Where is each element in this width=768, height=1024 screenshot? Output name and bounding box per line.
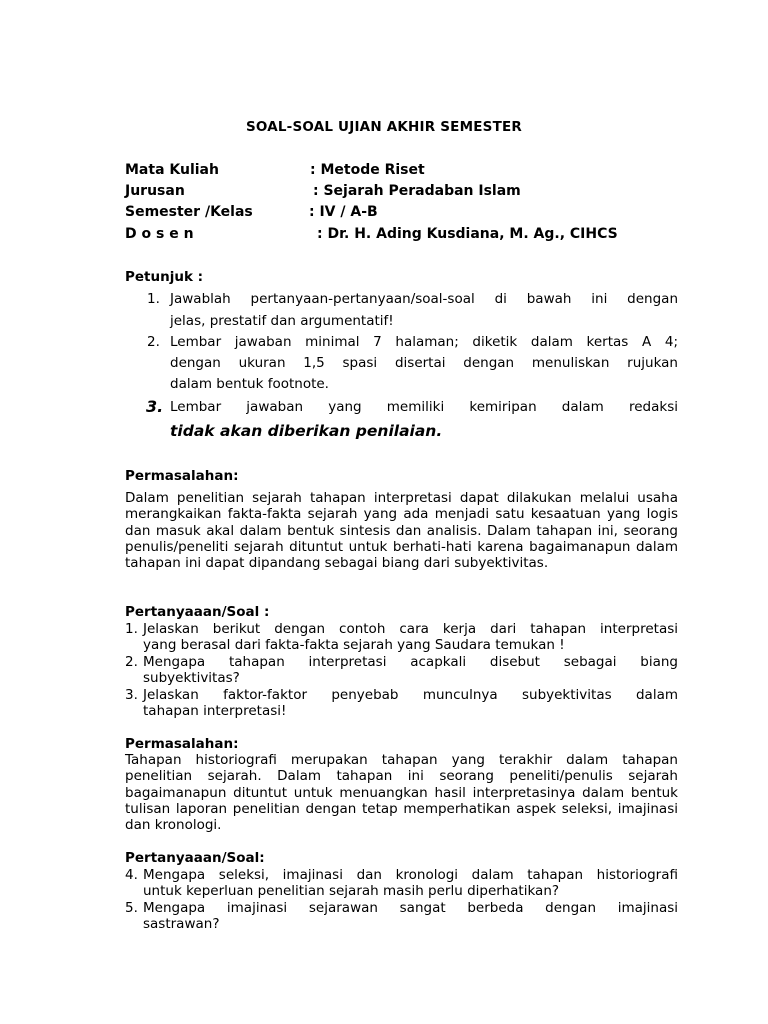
meta-label: Mata Kuliah [125,162,219,178]
document-title: SOAL-SOAL UJIAN AKHIR SEMESTER [245,119,522,135]
meta-label: D o s e n [125,226,194,242]
questions-heading: Pertanyaaan/Soal: [125,850,265,866]
questions-heading: Pertanyaaan/Soal : [125,604,270,620]
instruction-number: 3. [146,397,164,416]
meta-label: Semester /Kelas [125,204,253,220]
question-text: tahapan interpretasi! [143,703,287,719]
problem-body: Tahapan historiografi merupakan tahapan yang terakhir dalam tahapan penelitian sejarah. Dalam tahapan ini seorang peneliti/penulis sejarah bagaimanapun dituntut untuk menuangkan hasil interpretasinya dalam bentuk tulisan laporan penelitian dengan tetap memperhatikan aspek seleksi, imajinasi dan kronologi. [125,752,678,834]
question-number: 4. [125,867,138,883]
question-number: 3. [125,687,138,703]
question-number: 2. [125,654,138,670]
instruction-text: Jawablah pertanyaan-pertanyaan/soal-soal di bawah ini dengan [170,291,678,307]
meta-value: : IV / A-B [309,204,378,220]
instruction-text: Lembar jawaban minimal 7 halaman; diketik dalam kertas A 4; [170,334,678,350]
meta-value: : Metode Riset [310,162,425,178]
question-text: Mengapa seleksi, imajinasi dan kronologi dalam tahapan historiografi [143,867,678,883]
question-text: untuk keperluan penelitian sejarah masih perlu diperhatikan? [143,883,560,899]
question-text: Jelaskan berikut dengan contoh cara kerja dari tahapan interpretasi [143,621,678,637]
meta-value: : Dr. H. Ading Kusdiana, M. Ag., CIHCS [317,226,618,242]
instruction-text: Lembar jawaban yang memiliki kemiripan dalam redaksi [170,399,678,415]
question-text: yang berasal dari fakta-fakta sejarah yang Saudara temukan ! [143,637,565,653]
question-text: sastrawan? [143,916,220,932]
question-text: Mengapa tahapan interpretasi acapkali disebut sebagai biang [143,654,678,670]
instruction-number: 1. [147,291,160,307]
instruction-number: 2. [147,334,160,350]
problem-body: Dalam penelitian sejarah tahapan interpretasi dapat dilakukan melalui usaha merangkaikan fakta-fakta sejarah yang ada menjadi satu kesaatuan yang logis dan masuk akal dalam bentuk sintesis dan analisis. Dalam tahapan ini, seorang penulis/peneliti sejarah dituntut untuk berhati-hati karena bagaimanapun dalam tahapan ini dapat dipandang sebagai biang dari subyektivitas. [125,490,678,572]
meta-value: : Sejarah Peradaban Islam [313,183,521,199]
meta-label: Jurusan [125,183,185,199]
question-text: subyektivitas? [143,670,240,686]
instructions-heading: Petunjuk : [125,269,204,285]
problem-heading: Permasalahan: [125,736,239,752]
problem-heading: Permasalahan: [125,468,239,484]
instruction-text: jelas, prestatif dan argumentatif! [170,313,394,329]
question-number: 1. [125,621,138,637]
question-number: 5. [125,900,138,916]
instruction-text: dengan ukuran 1,5 spasi disertai dengan menuliskan rujukan [170,355,678,371]
question-text: Jelaskan faktor-faktor penyebab munculnya subyektivitas dalam [143,687,678,703]
question-text: Mengapa imajinasi sejarawan sangat berbeda dengan imajinasi [143,900,678,916]
instruction-text: dalam bentuk footnote. [170,376,329,392]
instruction-emphasis: tidak akan diberikan penilaian. [170,422,443,440]
